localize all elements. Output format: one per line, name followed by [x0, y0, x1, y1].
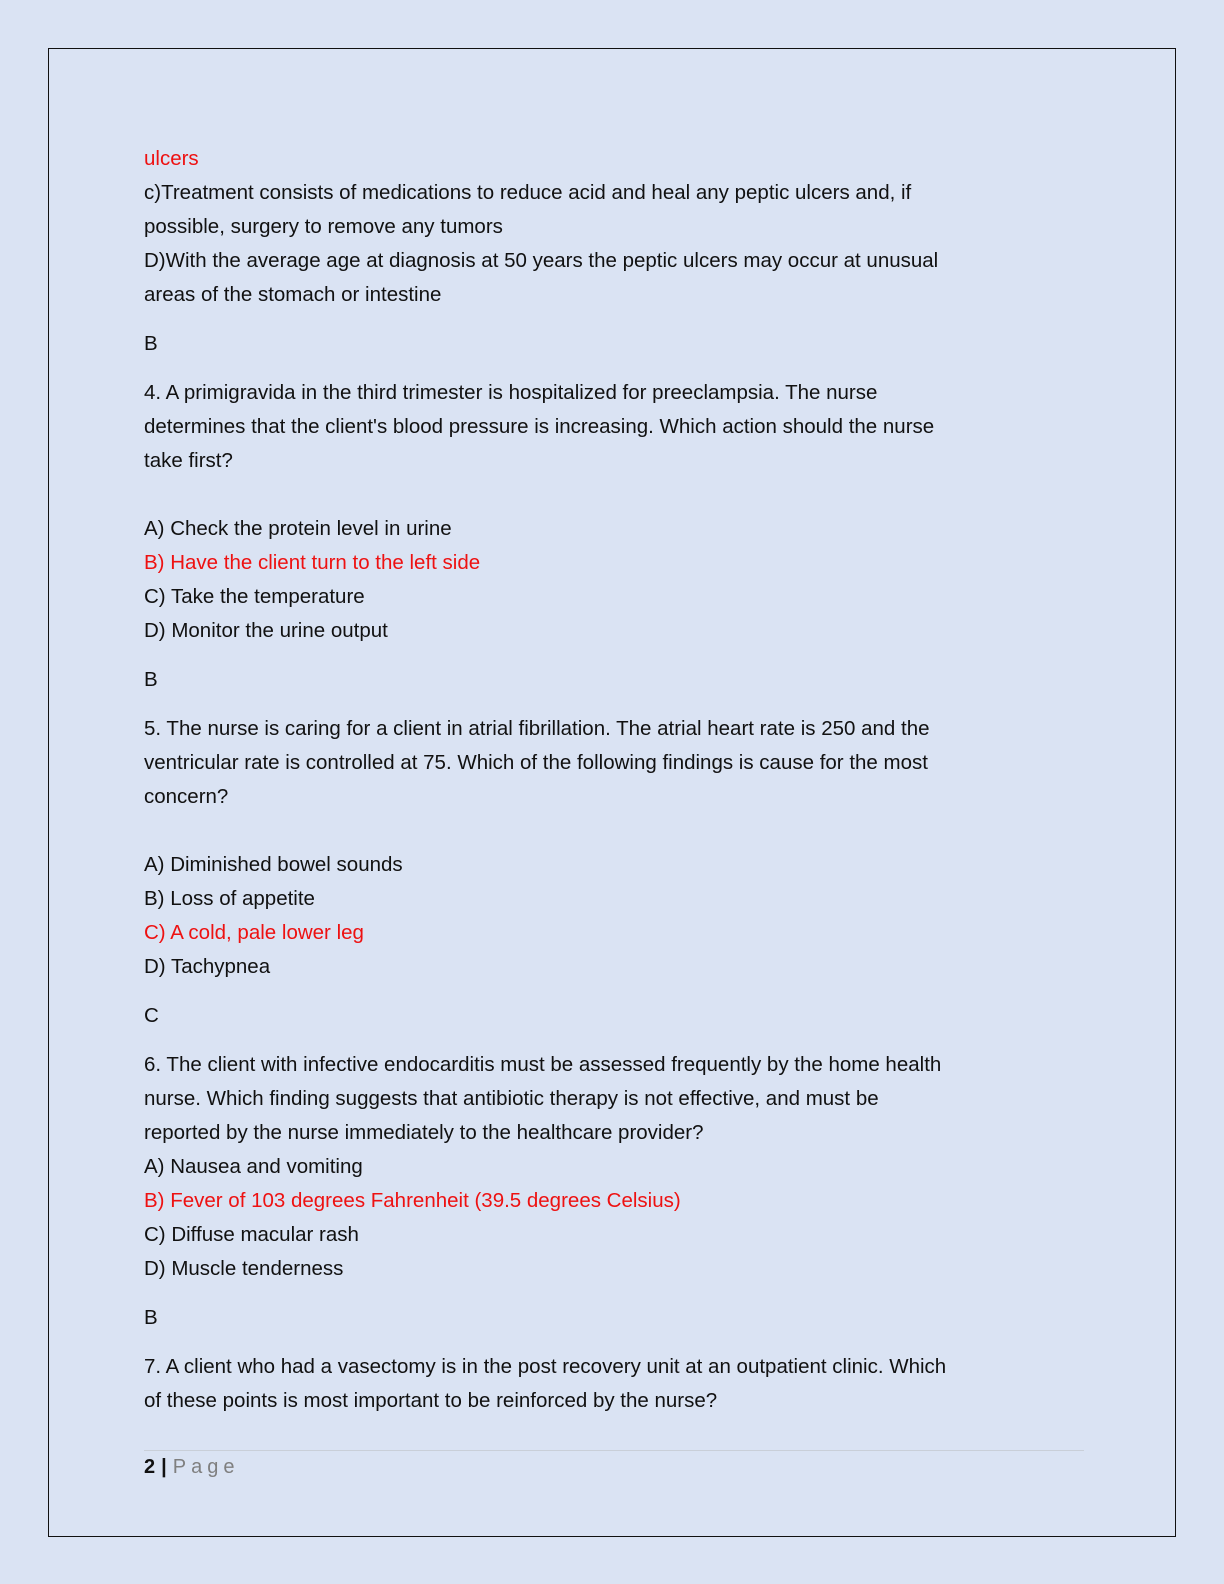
q4-option-c: C) Take the temperature	[144, 585, 365, 608]
q6-option-a: A) Nausea and vomiting	[144, 1155, 363, 1178]
q5-answer: C	[144, 1004, 159, 1027]
q3-option-d-line-1: D)With the average age at diagnosis at 50 years the peptic ulcers may occur at unusual	[144, 249, 939, 272]
q3-answer: B	[144, 332, 158, 355]
q4-stem-line-1: 4. A primigravida in the third trimester is hospitalized for preeclampsia. The nurse	[144, 381, 878, 404]
q4-option-a: A) Check the protein level in urine	[144, 517, 452, 540]
q6-option-d: D) Muscle tenderness	[144, 1257, 344, 1280]
q6-option-c: C) Diffuse macular rash	[144, 1223, 359, 1246]
q4-stem-line-2: determines that the client's blood pressure is increasing. Which action should the nurse	[144, 415, 935, 438]
q5-option-d: D) Tachypnea	[144, 955, 271, 978]
q6-stem-line-2: nurse. Which finding suggests that antibiotic therapy is not effective, and must be	[144, 1087, 879, 1110]
q7-stem-line-1: 7. A client who had a vasectomy is in the post recovery unit at an outpatient clinic. Which	[144, 1355, 947, 1378]
document-body	[144, 142, 1024, 1418]
q5-stem-line-3: concern?	[144, 785, 229, 808]
footer-separator: |	[161, 1456, 167, 1478]
q5-stem-line-1: 5. The nurse is caring for a client in atrial fibrillation. The atrial heart rate is 250 and the	[144, 717, 930, 740]
q4-option-b-correct: B) Have the client turn to the left side	[144, 551, 481, 574]
q5-stem-line-2: ventricular rate is controlled at 75. Which of the following findings is cause for the most	[144, 751, 928, 774]
q6-stem-line-3: reported by the nurse immediately to the healthcare provider?	[144, 1121, 704, 1144]
q3-option-c-line-2: possible, surgery to remove any tumors	[144, 215, 503, 238]
q4-answer: B	[144, 668, 158, 691]
continued-option-tail: ulcers	[144, 147, 199, 170]
q5-option-a: A) Diminished bowel sounds	[144, 853, 403, 876]
q6-stem-line-1: 6. The client with infective endocarditis must be assessed frequently by the home health	[144, 1053, 942, 1076]
q3-option-c-line-1: c)Treatment consists of medications to reduce acid and heal any peptic ulcers and, if	[144, 181, 912, 204]
q5-option-b: B) Loss of appetite	[144, 887, 315, 910]
q4-option-d: D) Monitor the urine output	[144, 619, 388, 642]
q3-option-d-line-2: areas of the stomach or intestine	[144, 283, 442, 306]
q5-option-c-correct: C) A cold, pale lower leg	[144, 921, 364, 944]
q4-stem-line-3: take first?	[144, 449, 233, 472]
q6-answer: B	[144, 1306, 158, 1329]
footer-divider	[144, 1450, 1084, 1451]
q6-option-b-correct: B) Fever of 103 degrees Fahrenheit (39.5 degrees Celsius)	[144, 1189, 681, 1212]
page-number: 2	[144, 1456, 156, 1478]
q7-stem-line-2: of these points is most important to be reinforced by the nurse?	[144, 1389, 718, 1412]
page-footer	[144, 1452, 239, 1482]
page-label: Page	[172, 1456, 240, 1478]
